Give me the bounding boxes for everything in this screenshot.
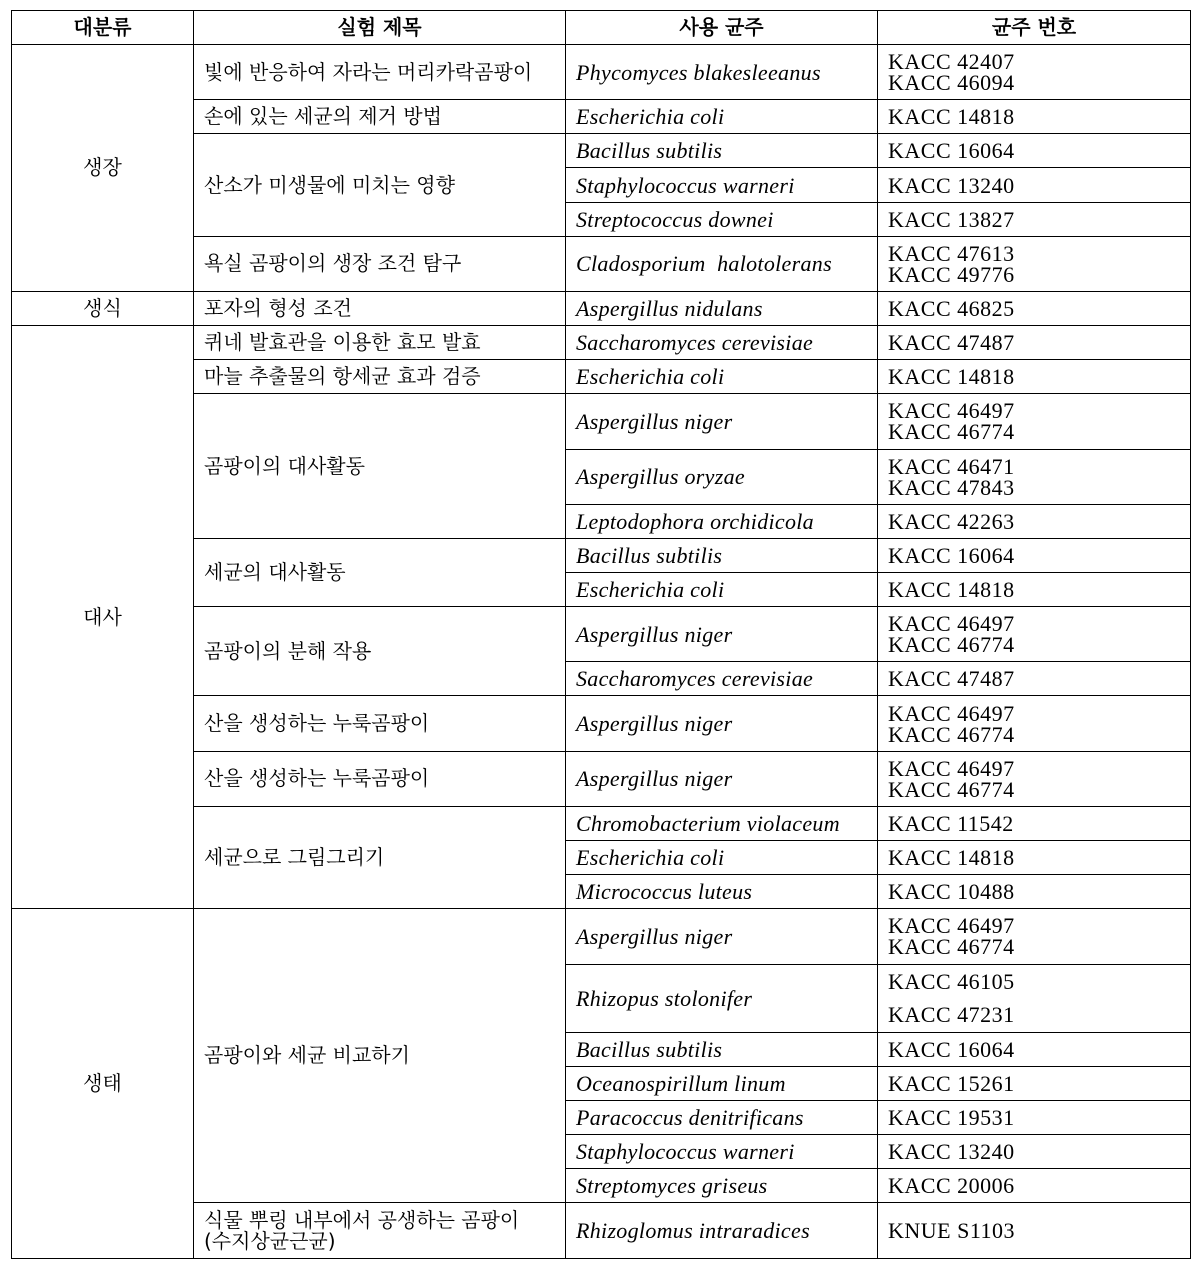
- strain-number: KNUE S1103: [888, 1218, 1016, 1244]
- strain-number: KACC 46471: [888, 453, 1015, 479]
- strain-name: Cladosporium halotolerans: [566, 236, 878, 291]
- experiment-title: 산을 생성하는 누룩곰팡이: [204, 766, 430, 791]
- strain-number: KACC 47613: [888, 240, 1015, 266]
- experiment-title: 산을 생성하는 누룩곰팡이: [204, 711, 430, 736]
- strain-name: Escherichia coli: [566, 573, 878, 607]
- strain-name: Phycomyces blakesleeanus: [566, 45, 878, 100]
- header-row: [12, 11, 1191, 45]
- table-row: [12, 909, 1191, 964]
- strain-number-cell: [878, 449, 1191, 504]
- strain-number: KACC 20006: [888, 1173, 1015, 1199]
- table-body: [12, 45, 1191, 1259]
- strain-number: KACC 13240: [888, 172, 1015, 198]
- table-row: [12, 291, 1191, 325]
- experiment-title-cell: [194, 134, 566, 236]
- strain-name: Micrococcus luteus: [566, 875, 878, 909]
- experiment-title: 손에 있는 세균의 제거 방법: [204, 104, 442, 129]
- experiment-title: 욕실 곰팡이의 생장 조건 탐구: [204, 251, 462, 276]
- strain-number: KACC 14818: [888, 364, 1015, 390]
- strain-number-cell: [878, 394, 1191, 449]
- strain-number: KACC 47843: [888, 474, 1015, 500]
- experiment-title-cell: [194, 360, 566, 394]
- strain-number-cell: [878, 1169, 1191, 1203]
- strain-name: Leptodophora orchidicola: [566, 504, 878, 538]
- strain-number: KACC 11542: [888, 810, 1014, 836]
- strain-number-cell: [878, 291, 1191, 325]
- strain-name: Rhizopus stolonifer: [566, 964, 878, 1032]
- strain-number: KACC 46774: [888, 632, 1015, 658]
- strain-number: KACC 13240: [888, 1139, 1015, 1165]
- strain-number-cell: [878, 538, 1191, 572]
- strain-number-cell: [878, 841, 1191, 875]
- category-cell: 생장: [12, 45, 194, 292]
- experiment-title: 세균으로 그림그리기: [204, 845, 385, 870]
- strain-number: KACC 46094: [888, 70, 1015, 96]
- header-category: 대분류: [12, 11, 194, 45]
- experiment-title-cell: [194, 394, 566, 539]
- strain-name: Aspergillus oryzae: [566, 449, 878, 504]
- strain-number: KACC 42263: [888, 508, 1015, 534]
- experiment-title: 곰팡이의 대사활동: [204, 453, 365, 478]
- strain-name: Saccharomyces cerevisiae: [566, 662, 878, 696]
- strain-number-cell: [878, 202, 1191, 236]
- strain-number-cell: [878, 236, 1191, 291]
- strain-number: KACC 16064: [888, 542, 1015, 568]
- header-experiment-title: 실험 제목: [194, 11, 566, 45]
- header-strain-number: 균주 번호: [878, 11, 1191, 45]
- strain-number: KACC 46825: [888, 296, 1015, 321]
- strain-name: Aspergillus niger: [566, 909, 878, 964]
- strain-name: Bacillus subtilis: [566, 134, 878, 168]
- experiment-title-cell: [194, 1203, 566, 1259]
- strain-name: Aspergillus niger: [566, 607, 878, 662]
- experiment-title-cell: [194, 751, 566, 806]
- experiment-title: (수지상균근균): [204, 1228, 336, 1253]
- strain-number-cell: [878, 964, 1191, 1032]
- table-row: [12, 45, 1191, 100]
- strain-name: Bacillus subtilis: [566, 538, 878, 572]
- experiment-title-cell: [194, 607, 566, 696]
- strain-number: KACC 46774: [888, 776, 1015, 802]
- strain-number-cell: [878, 662, 1191, 696]
- strain-number-cell: [878, 1101, 1191, 1135]
- experiment-title: 마늘 추출물의 항세균 효과 검증: [204, 364, 481, 389]
- strain-name: Escherichia coli: [566, 841, 878, 875]
- strain-number-cell: [878, 751, 1191, 806]
- strain-name: Aspergillus niger: [566, 394, 878, 449]
- experiment-title: 곰팡이의 분해 작용: [204, 638, 372, 663]
- strain-name: Bacillus subtilis: [566, 1032, 878, 1066]
- strain-number: KACC 46497: [888, 700, 1015, 726]
- strain-name: Staphylococcus warneri: [566, 168, 878, 202]
- strain-number-cell: [878, 696, 1191, 751]
- strain-number: KACC 46105: [888, 969, 1015, 995]
- strain-number: KACC 14818: [888, 577, 1015, 603]
- strain-name: Streptomyces griseus: [566, 1169, 878, 1203]
- strain-number-cell: [878, 909, 1191, 964]
- strain-number: KACC 13827: [888, 206, 1015, 232]
- strain-number: KACC 46497: [888, 398, 1015, 424]
- strain-name: Escherichia coli: [566, 360, 878, 394]
- experiment-title: 세균의 대사활동: [204, 560, 346, 584]
- strain-name: Saccharomyces cerevisiae: [566, 326, 878, 360]
- experiment-title-cell: [194, 696, 566, 751]
- strain-number: KACC 49776: [888, 261, 1015, 287]
- experiment-title-cell: [194, 236, 566, 291]
- strain-number: KACC 46497: [888, 913, 1015, 939]
- strain-name: Paracoccus denitrificans: [566, 1101, 878, 1135]
- experiment-title: 퀴네 발효관을 이용한 효모 발효: [204, 330, 481, 355]
- strain-number: KACC 16064: [888, 138, 1015, 164]
- strain-number: KACC 46774: [888, 934, 1015, 960]
- strain-number-cell: [878, 45, 1191, 100]
- strain-name: Escherichia coli: [566, 100, 878, 134]
- strain-number: KACC 10488: [888, 879, 1015, 905]
- strain-name: Oceanospirillum linum: [566, 1066, 878, 1100]
- strain-number: KACC 46497: [888, 611, 1015, 637]
- experiment-title: 식물 뿌링 내부에서 공생하는 곰팡이: [204, 1207, 520, 1232]
- strain-number-cell: [878, 1066, 1191, 1100]
- strain-name: Streptococcus downei: [566, 202, 878, 236]
- strain-number: KACC 19531: [888, 1105, 1015, 1131]
- experiment-title-cell: [194, 909, 566, 1203]
- strain-number-cell: [878, 573, 1191, 607]
- experiment-title: 빛에 반응하여 자라는 머리카락곰팡이: [204, 59, 533, 84]
- category-cell: 생태: [12, 909, 194, 1259]
- strain-number: KACC 47487: [888, 666, 1015, 692]
- strain-name: Rhizoglomus intraradices: [566, 1203, 878, 1259]
- table-row: [12, 326, 1191, 360]
- strain-number-cell: [878, 134, 1191, 168]
- strain-number: KACC 42407: [888, 49, 1015, 75]
- strain-number-cell: [878, 326, 1191, 360]
- experiment-title-cell: [194, 45, 566, 100]
- strain-name: Aspergillus niger: [566, 696, 878, 751]
- experiment-title: 산소가 미생물에 미치는 영향: [204, 172, 455, 197]
- experiment-title: 곰팡이와 세균 비교하기: [204, 1043, 410, 1068]
- strain-number-cell: [878, 1032, 1191, 1066]
- header-strain: 사용 균주: [566, 11, 878, 45]
- strain-number: KACC 46774: [888, 419, 1015, 445]
- experiment-title: 포자의 형성 조건: [204, 296, 352, 320]
- strain-number-cell: [878, 1135, 1191, 1169]
- strain-name: Aspergillus niger: [566, 751, 878, 806]
- strain-number: KACC 15261: [888, 1070, 1015, 1096]
- strain-number-cell: [878, 607, 1191, 662]
- experiment-title-cell: [194, 806, 566, 908]
- strain-number: KACC 46774: [888, 721, 1015, 747]
- experiment-title-cell: [194, 100, 566, 134]
- strain-number: KACC 16064: [888, 1036, 1015, 1062]
- category-cell: 생식: [12, 291, 194, 325]
- category-cell: 대사: [12, 326, 194, 909]
- strain-number-cell: [878, 1203, 1191, 1259]
- strain-name: Staphylococcus warneri: [566, 1135, 878, 1169]
- strain-number-cell: [878, 875, 1191, 909]
- strain-number: KACC 46497: [888, 755, 1015, 781]
- strain-number: KACC 47487: [888, 330, 1015, 356]
- strain-number: KACC 47231: [888, 1002, 1015, 1028]
- experiment-title-cell: [194, 291, 566, 325]
- strain-name: Chromobacterium violaceum: [566, 806, 878, 840]
- experiment-title-cell: [194, 326, 566, 360]
- strain-number: KACC 14818: [888, 845, 1015, 871]
- strain-number: KACC 14818: [888, 104, 1015, 130]
- experiment-title-cell: [194, 538, 566, 606]
- strain-number-cell: [878, 360, 1191, 394]
- strain-number-cell: [878, 100, 1191, 134]
- strain-number-cell: [878, 504, 1191, 538]
- strain-name: Aspergillus nidulans: [566, 291, 878, 325]
- strain-number-cell: [878, 168, 1191, 202]
- strain-table: [11, 10, 1191, 1259]
- strain-number-cell: [878, 806, 1191, 840]
